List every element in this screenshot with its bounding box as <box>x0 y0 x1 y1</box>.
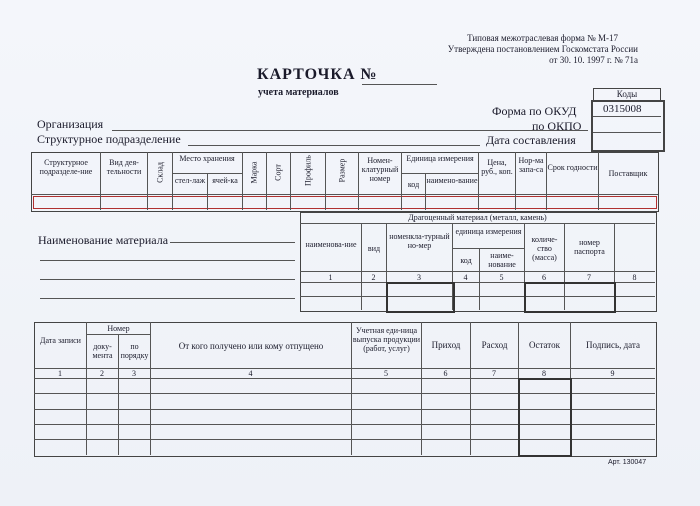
precious-col-unit: единица измерения <box>455 227 522 236</box>
col-from-to: От кого получено или кому отпущено <box>178 341 324 351</box>
unit-subheader-line <box>401 173 478 174</box>
precious-num: 5 <box>499 273 504 282</box>
table1-vline <box>325 152 326 210</box>
movement-num: 8 <box>542 369 546 378</box>
precious-col-code: код <box>460 256 472 265</box>
movement-num: 2 <box>100 369 104 378</box>
table1-vline <box>266 152 267 210</box>
precious-col-kind: вид <box>367 244 381 253</box>
precious-unit-line <box>452 248 524 249</box>
number-subheader-line <box>86 334 150 335</box>
codes-divider-2 <box>593 132 661 133</box>
precious-nomenclature-box[interactable] <box>386 282 455 313</box>
col-brand: Марка <box>249 161 259 184</box>
col-rack: стел-лаж <box>174 176 206 185</box>
col-order: по порядку <box>120 342 149 360</box>
article-number: Арт. 130047 <box>608 459 647 466</box>
precious-num: 8 <box>632 273 637 282</box>
precious-col-name: наименова-ние <box>305 240 357 249</box>
col-grade: Сорт <box>273 164 283 181</box>
col-unit-name: наимено-вание <box>426 176 478 185</box>
okud-label: Форма по ОКУД <box>492 104 577 118</box>
col-shelf-life: Срок годности <box>547 163 598 172</box>
okpo-label: по ОКПО <box>532 119 582 133</box>
movement-num: 3 <box>132 369 136 378</box>
col-document: доку-мента <box>92 342 113 360</box>
col-unit-code: код <box>407 180 420 189</box>
table1-header-divider <box>31 194 658 195</box>
date-label: Дата составления <box>486 133 576 147</box>
organization-line <box>112 130 588 131</box>
precious-num: 2 <box>371 273 376 282</box>
col-norm: Нор-ма запа-са <box>518 156 544 174</box>
col-price: Цена, руб., коп. <box>481 158 513 176</box>
col-number: Номер <box>107 324 130 333</box>
movement-num: 7 <box>492 369 496 378</box>
card-subtitle: учета материалов <box>258 87 339 98</box>
organization-label: Организация <box>37 117 104 131</box>
col-entry-date: Дата записи <box>40 336 81 345</box>
division-line <box>188 145 480 146</box>
card-number-line <box>362 84 437 85</box>
col-income: Приход <box>431 340 461 350</box>
table1-vline <box>242 152 243 210</box>
precious-qty-box[interactable] <box>524 282 616 313</box>
col-balance: Остаток <box>529 340 560 350</box>
movement-num: 6 <box>443 369 448 378</box>
codes-label: Коды <box>616 89 638 99</box>
col-storage: Место хранения <box>179 154 235 163</box>
precious-col-unit-name: наиме-нование <box>488 251 516 269</box>
material-name-line[interactable] <box>40 260 295 261</box>
form-type-line3: от 30. 10. 1997 г. № 71а <box>549 55 638 65</box>
okud-value: 0315008 <box>603 103 642 115</box>
precious-num: 6 <box>542 273 546 282</box>
division-label: Структурное подразделение <box>37 132 181 146</box>
col-warehouse: Склад <box>155 162 165 183</box>
table1-vline <box>546 152 547 210</box>
material-name-line[interactable] <box>170 242 295 243</box>
material-name-label: Наименование материала <box>38 233 169 247</box>
precious-col-nomenclature: номенкла-турный но-мер <box>389 232 450 250</box>
table1-vline <box>147 152 148 210</box>
movement-num: 5 <box>384 369 388 378</box>
precious-num: 7 <box>587 273 591 282</box>
precious-title-line <box>300 223 655 224</box>
precious-title: Драгоценный материал (металл, камень) <box>408 213 547 222</box>
col-unit: Единица измерения <box>406 154 474 163</box>
balance-box[interactable] <box>518 378 572 457</box>
table1-vline <box>290 152 291 210</box>
material-name-line[interactable] <box>40 298 295 299</box>
col-size: Размер <box>337 158 347 183</box>
codes-divider-1 <box>593 116 661 117</box>
col-signature: Подпись, дата <box>586 340 640 350</box>
precious-vline <box>361 223 362 310</box>
precious-num: 4 <box>463 273 468 282</box>
col-nomenclature: Номен-клатурный номер <box>361 156 399 183</box>
movement-num: 1 <box>58 369 62 378</box>
precious-num: 3 <box>417 273 421 282</box>
form-type-line2: Утверждена постановлением Госкомстата России <box>447 44 638 54</box>
material-name-line[interactable] <box>40 279 295 280</box>
col-division: Структурное подразделе-ние <box>39 158 93 176</box>
storage-subheader-line <box>172 173 242 174</box>
col-accounting-unit: Учетная еди-ница выпуска продукции (работ, услуг) <box>352 326 421 353</box>
card-title: КАРТОЧКА № <box>257 66 378 83</box>
movement-num: 9 <box>610 369 615 378</box>
col-supplier: Поставщик <box>608 169 648 178</box>
table1-vline <box>598 152 599 210</box>
col-cell: ячей-ка <box>212 176 238 185</box>
movement-num: 4 <box>248 369 253 378</box>
precious-col-passport: номер паспорта <box>574 238 605 256</box>
precious-col-qty: количе-ство (масса) <box>531 235 558 262</box>
col-activity: Вид дея-тельности <box>106 158 142 176</box>
col-expense: Расход <box>481 340 508 350</box>
precious-header-line <box>300 271 655 272</box>
col-profile: Профиль <box>303 155 313 186</box>
form-type-line1: Типовая межотраслевая форма № М-17 <box>467 33 618 43</box>
table1-entry-row[interactable] <box>33 196 657 209</box>
precious-num: 1 <box>328 273 333 282</box>
